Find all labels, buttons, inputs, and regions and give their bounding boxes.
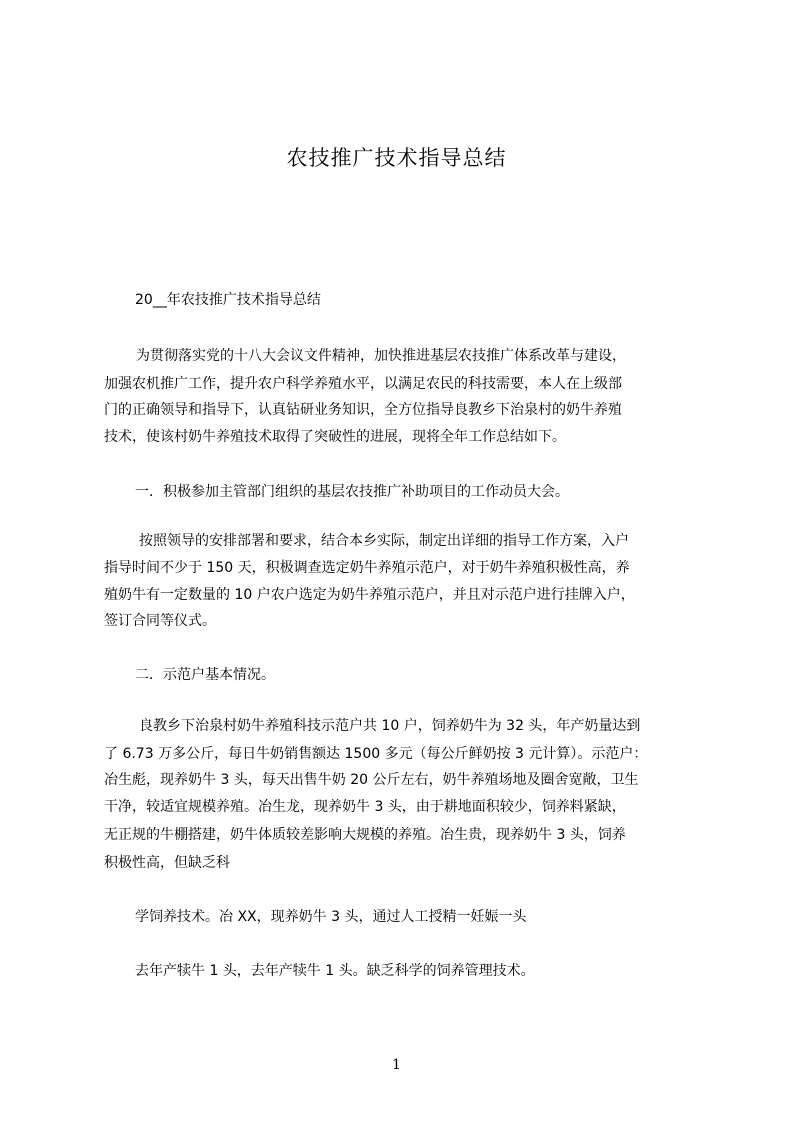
section-heading: 一．积极参加主管部门组织的基层农技推广补助项目的工作动员大会。 xyxy=(135,484,569,500)
paragraph-line: 无正规的牛棚搭建，奶牛体质较差影响大规模的养殖。冶生贵，现养奶牛 3 头，饲养 xyxy=(104,827,626,843)
paragraph-line: 积极性高，但缺乏科 xyxy=(104,855,230,871)
paragraph-line: 了 6.73 万多公斤，每日牛奶销售额达 1500 多元（每公斤鲜奶按 3 元计算）。示范户： xyxy=(104,746,648,762)
paragraph-line: 去年产犊牛 1 头，去年产犊牛 1 头。缺乏科学的饲养管理技术。 xyxy=(135,963,535,979)
document-title: 农技推广技术指导总结 xyxy=(286,146,507,170)
paragraph-line: 为贯彻落实党的十八大会议文件精神，加快推进基层农技推广体系改革与建设， xyxy=(136,348,626,364)
paragraph-line: 良教乡下治泉村奶牛养殖科技示范户共 10 户，饲养奶牛为 32 头，年产奶量达到 xyxy=(139,718,641,734)
paragraph-line: 加强农机推广工作，提升农户科学养殖水平，以满足农民的科技需要，本人在上级部 xyxy=(104,376,622,392)
paragraph-line: 冶生彪，现养奶牛 3 头，每天出售牛奶 20 公斤左右，奶牛养殖场地及圈舍宽敞，卫生 xyxy=(104,772,639,788)
paragraph-line: 殖奶牛有一定数量的 10 户农户选定为奶牛养殖示范户，并且对示范户进行挂牌入户， xyxy=(104,587,635,603)
paragraph-line: 干净，较适宜规模养殖。冶生龙，现养奶牛 3 头，由于耕地面积较少，饲养料紧缺， xyxy=(104,799,626,815)
paragraph-line: 签订合同等仪式。 xyxy=(104,613,216,629)
paragraph-line: 门的正确领导和指导下，认真钻研业务知识，全方位指导良教乡下治泉村的奶牛养殖 xyxy=(104,402,622,418)
paragraph-line: 学饲养技术。冶 XX，现养奶牛 3 头，通过人工授精一妊娠一头 xyxy=(135,909,527,925)
paragraph-line: 指导时间不少于 150 天，积极调查选定奶牛养殖示范户，对于奶牛养殖积极性高，养 xyxy=(104,560,630,576)
document-subtitle: 20__年农技推广技术指导总结 xyxy=(135,292,321,308)
paragraph-line: 技术，使该村奶牛养殖技术取得了突破性的进展，现将全年工作总结如下。 xyxy=(104,429,566,445)
section-heading: 二．示范户基本情况。 xyxy=(135,667,275,683)
page-number: 1 xyxy=(392,1057,401,1073)
paragraph-line: 按照领导的安排部署和要求，结合本乡实际，制定出详细的指导工作方案，入户 xyxy=(139,533,629,549)
